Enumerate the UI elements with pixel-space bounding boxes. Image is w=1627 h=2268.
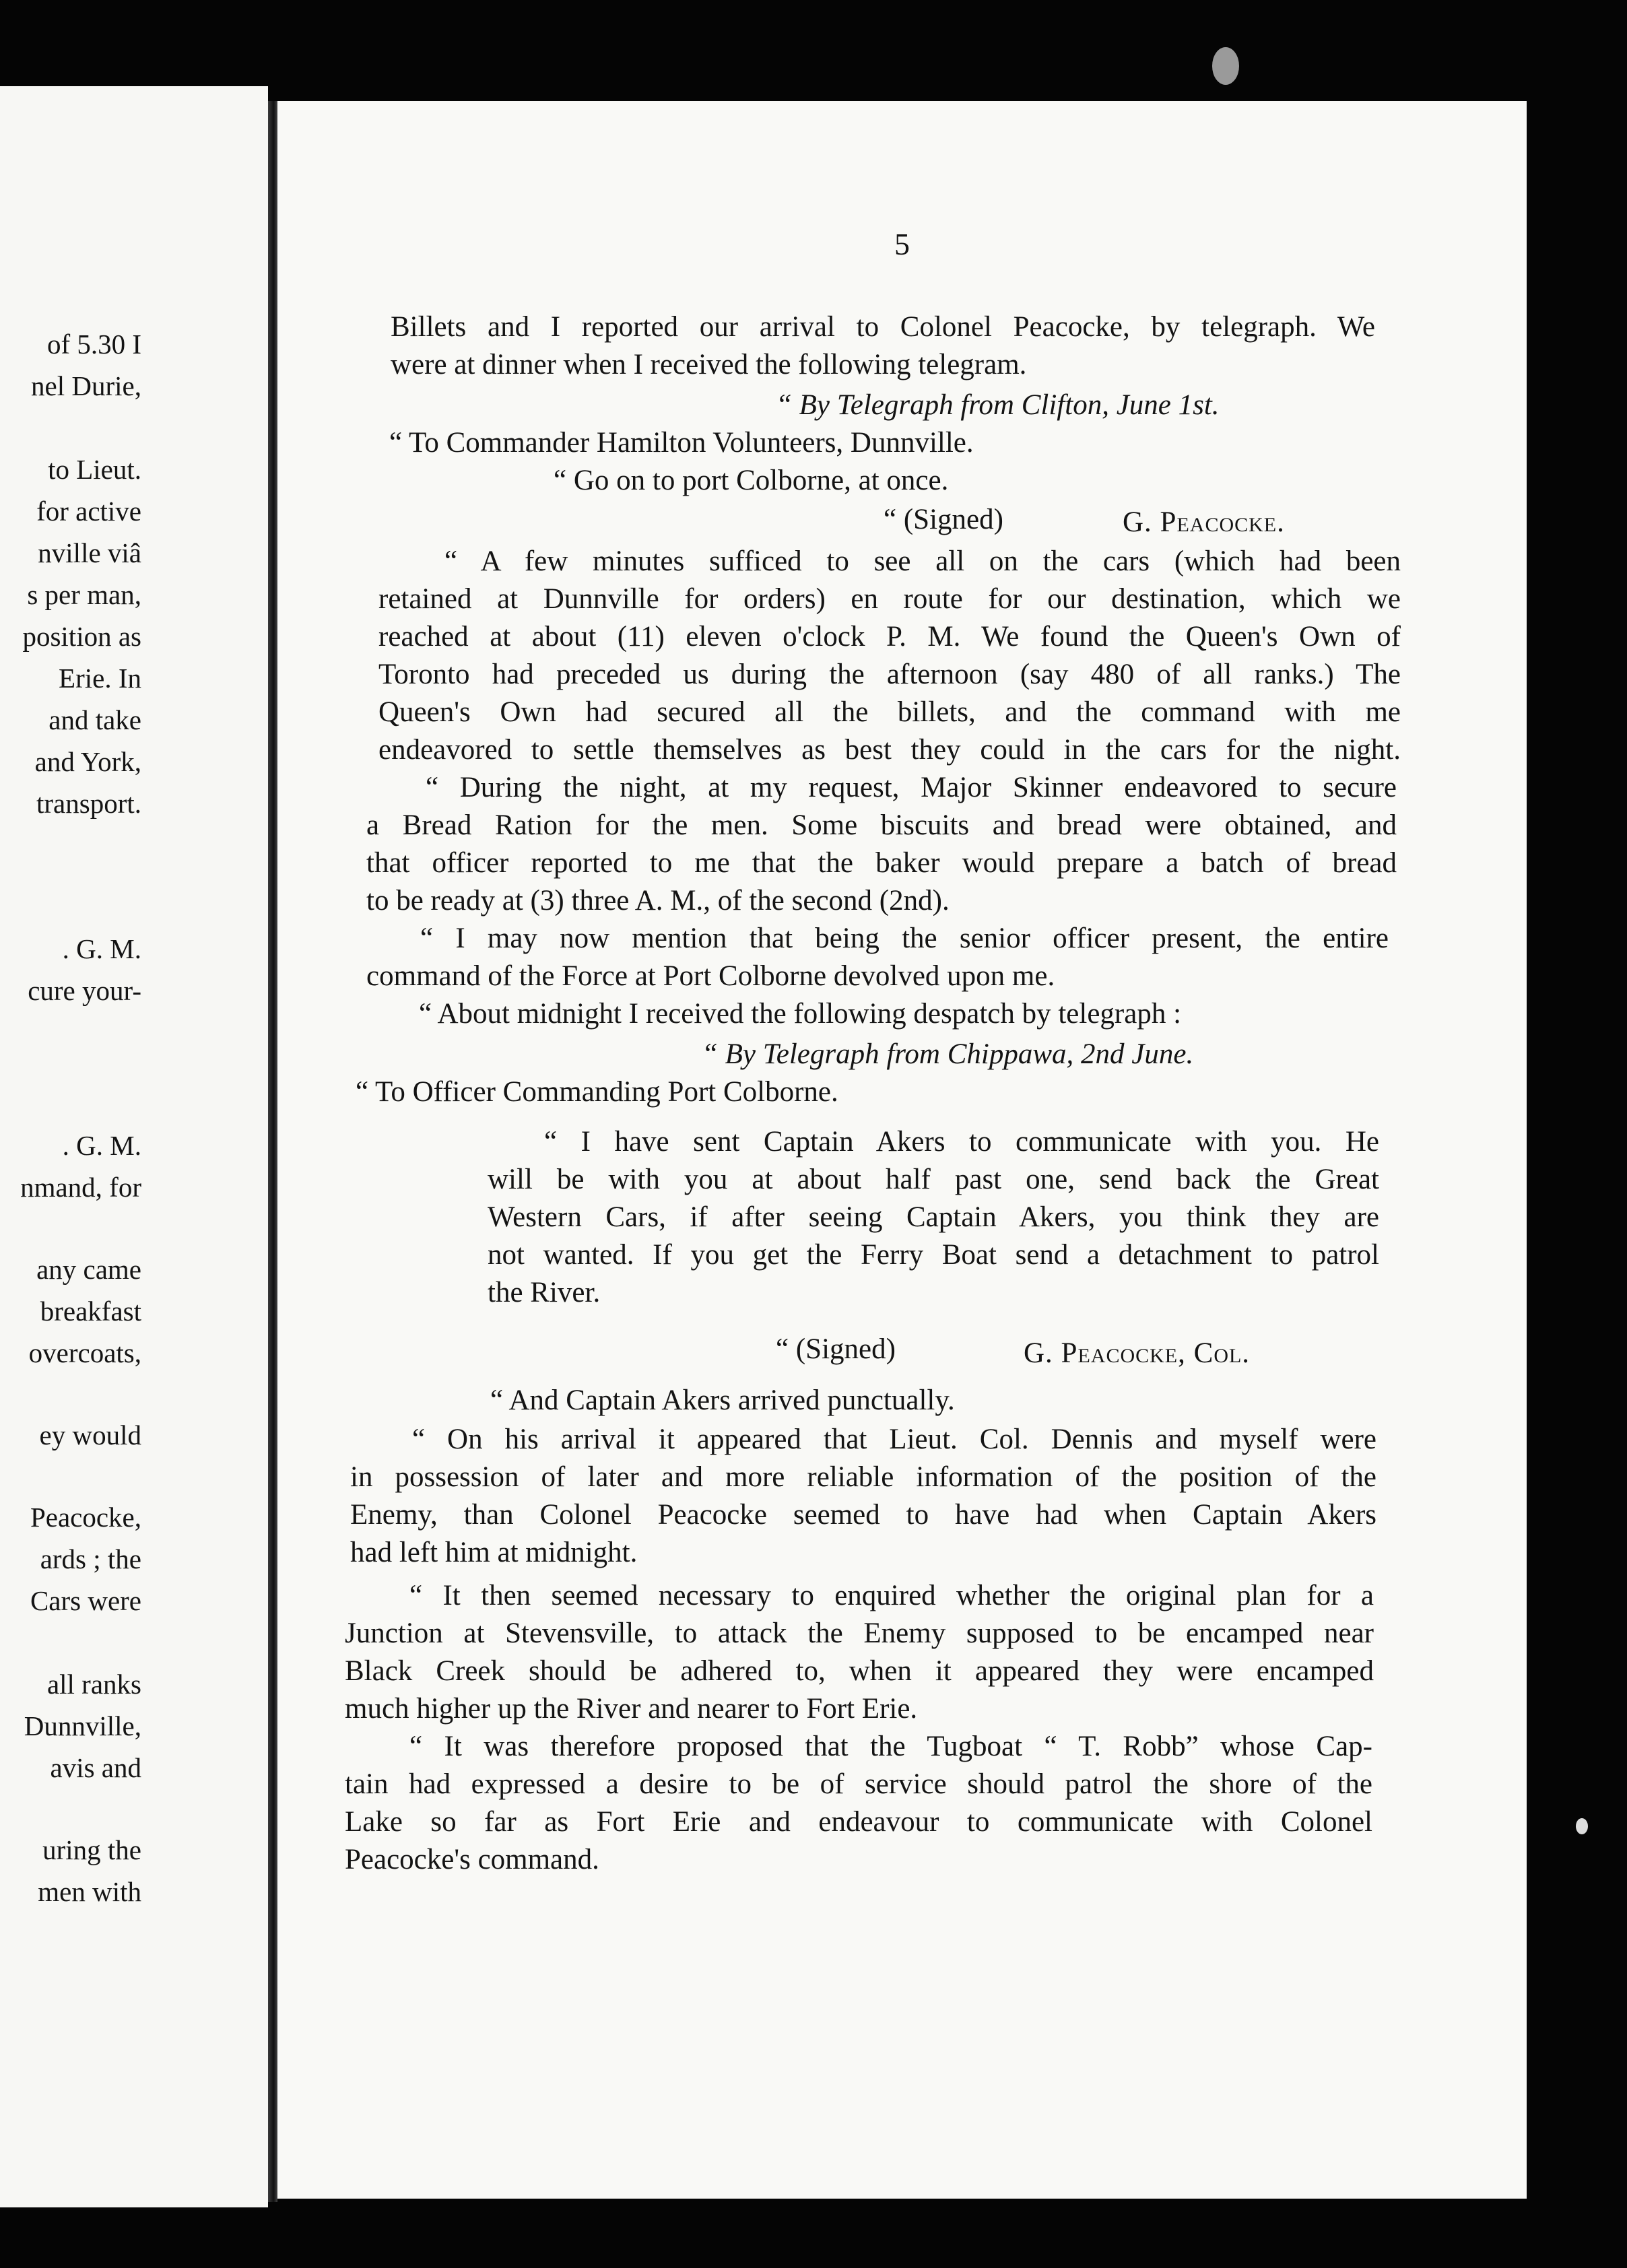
left-page-line: of 5.30 I [46,329,141,360]
scan-artifact [1576,1818,1588,1834]
text-line: “ On his arrival it appeared that Lieut. Col. Dennis and myself were [412,1424,1376,1455]
telegram-line: will be with you at about half past one, send back the Great [488,1164,1379,1195]
left-page-line: to Lieut. [48,454,141,485]
text-line: reached at about (11) eleven o'clock P. M. We found the Queen's Own of [378,621,1401,653]
telegram-line: “ I have sent Captain Akers to communicate with you. He [544,1126,1379,1158]
signed-label: “ (Signed) [884,504,1003,535]
text-line: Black Creek should be adhered to, when it appeared they were encamped [345,1655,1374,1687]
right-page [277,101,1527,2199]
signature: G. Peacocke, Col. [1024,1337,1251,1369]
text-line: in possession of later and more reliable information of the position of the [350,1461,1376,1493]
left-page [0,86,268,2207]
left-page-line: transport. [36,788,141,819]
telegraph-heading: “ By Telegraph from Chippawa, 2nd June. [702,1038,1194,1070]
text-line: were at dinner when I received the following telegram. [391,349,1027,380]
left-page-line: s per man, [27,579,141,610]
text-line: had left him at midnight. [350,1537,638,1568]
text-line: Junction at Stevensville, to attack the Enemy supposed to be encamped near [345,1617,1374,1649]
left-page-line: for active [36,496,141,527]
left-page-line: all ranks [46,1669,141,1700]
telegram-line: not wanted. If you get the Ferry Boat send a detachment to patrol [488,1239,1379,1271]
text-line: command of the Force at Port Colborne devolved upon me. [366,960,1055,992]
telegram-line: the River. [488,1277,601,1308]
left-page-line: men with [38,1876,141,1907]
left-page-line: and York, [34,746,141,777]
signature: G. Peacocke. [1123,506,1285,538]
text-line: “ A few minutes sufficed to see all on the cars (which had been [444,545,1401,577]
left-page-line: cure your- [28,975,141,1006]
left-page-line: Peacocke, [30,1502,141,1533]
text-line: that officer reported to me that the baker would prepare a batch of bread [366,847,1397,879]
text-line: Enemy, than Colonel Peacocke seemed to have had when Captain Akers [350,1499,1376,1531]
left-page-line: . G. M. [62,933,141,964]
text-line: Queen's Own had secured all the billets, and the command with me [378,696,1401,728]
text-line: Lake so far as Fort Erie and endeavour to communicate with Colonel [345,1806,1372,1838]
left-page-line: any came [36,1254,141,1285]
signed-label: “ (Signed) [776,1333,896,1365]
text-line: much higher up the River and nearer to Fort Erie. [345,1693,918,1725]
text-line: retained at Dunnville for orders) en route for our destination, which we [378,583,1401,615]
left-page-line: ards ; the [40,1543,141,1574]
text-line: tain had expressed a desire to be of service should patrol the shore of the [345,1768,1372,1800]
left-page-line: uring the [42,1834,141,1865]
text-line: “ During the night, at my request, Major Skinner endeavored to secure [426,772,1397,803]
text-line: endeavored to settle themselves as best they could in the cars for the night. [378,734,1401,766]
book-gutter [268,101,277,2202]
telegraph-heading: “ By Telegraph from Clifton, June 1st. [776,389,1220,421]
left-page-line: overcoats, [28,1337,141,1368]
left-page-line: nel Durie, [31,370,141,401]
left-page-line: avis and [50,1752,141,1783]
text-line: “ It was therefore proposed that the Tugboat “ T. Robb” whose Cap- [409,1731,1372,1762]
left-page-line: Erie. In [59,663,141,694]
text-line: “ Go on to port Colborne, at once. [554,465,949,496]
left-page-line: Cars were [30,1585,141,1616]
text-line: “ It then seemed necessary to enquired whether the original plan for a [409,1580,1374,1611]
left-page-line: ey would [39,1420,141,1450]
text-line: “ To Officer Commanding Port Colborne. [356,1076,838,1108]
text-line: to be ready at (3) three A. M., of the second (2nd). [366,885,950,916]
text-line: Peacocke's command. [345,1844,599,1875]
left-page-line: Dunnville, [24,1710,141,1741]
left-page-line: breakfast [40,1296,141,1327]
text-line: Toronto had preceded us during the afternoon (say 480 of all ranks.) The [378,659,1401,690]
text-line: “ To Commander Hamilton Volunteers, Dunnville. [389,427,974,459]
text-line: “ I may now mention that being the senior officer present, the entire [420,923,1389,954]
left-page-line: position as [22,621,141,652]
left-page-line: and take [48,704,141,735]
left-page-line: nmand, for [20,1172,141,1203]
text-line: Billets and I reported our arrival to Colonel Peacocke, by telegraph. We [391,311,1375,343]
scan-artifact [1212,47,1239,85]
page-number: 5 [894,227,910,261]
text-line: “ And Captain Akers arrived punctually. [490,1385,955,1416]
text-line: “ About midnight I received the following despatch by telegraph : [419,998,1182,1030]
telegram-line: Western Cars, if after seeing Captain Akers, you think they are [488,1201,1379,1233]
left-page-line: . G. M. [62,1130,141,1161]
left-page-line: nville viâ [38,537,141,568]
text-line: a Bread Ration for the men. Some biscuits and bread were obtained, and [366,809,1397,841]
